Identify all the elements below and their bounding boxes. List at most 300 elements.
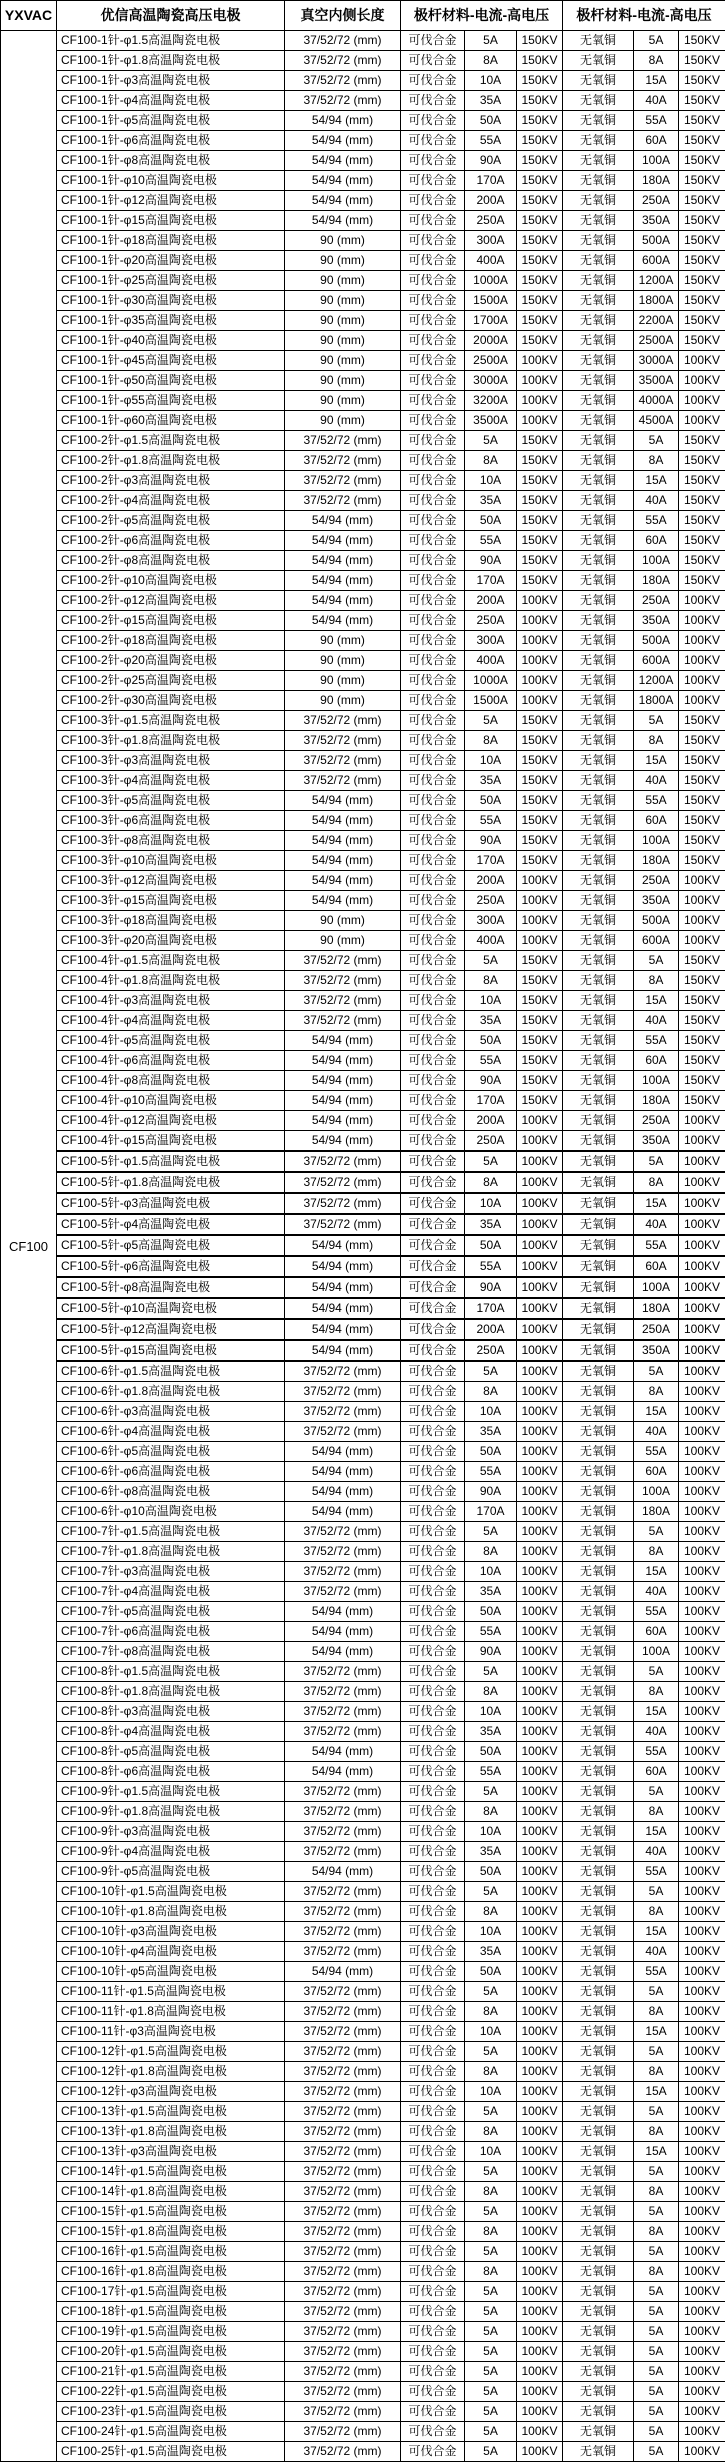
length-cell: 37/52/72 (mm)	[285, 2082, 401, 2102]
table-row	[1, 1402, 725, 1422]
voltage1-cell: 150KV	[517, 551, 563, 571]
material1-cell: 可伐合金	[401, 251, 465, 271]
current1-cell: 8A	[465, 1382, 517, 1402]
product-name-cell: CF100-7针-φ5高温陶瓷电极	[57, 1602, 285, 1622]
voltage1-cell: 100KV	[517, 1522, 563, 1542]
table-row	[1, 1822, 725, 1842]
current2-cell: 8A	[634, 1542, 679, 1562]
length-cell: 37/52/72 (mm)	[285, 1722, 401, 1742]
voltage2-cell: 100KV	[679, 351, 725, 371]
material2-cell: 无氧铜	[563, 171, 634, 191]
table-row	[1, 1462, 725, 1482]
voltage2-cell: 150KV	[679, 791, 725, 811]
length-cell: 54/94 (mm)	[285, 1622, 401, 1642]
product-name-cell: CF100-5针-φ15高温陶瓷电极	[57, 1340, 285, 1361]
product-name-cell: CF100-1针-φ18高温陶瓷电极	[57, 231, 285, 251]
voltage2-cell: 100KV	[679, 1702, 725, 1722]
length-cell: 54/94 (mm)	[285, 1742, 401, 1762]
table-row	[1, 1522, 725, 1542]
length-cell: 37/52/72 (mm)	[285, 2382, 401, 2402]
current2-cell: 60A	[634, 1256, 679, 1277]
voltage1-cell: 150KV	[517, 131, 563, 151]
voltage2-cell: 100KV	[679, 691, 725, 711]
table-row	[1, 811, 725, 831]
current2-cell: 2500A	[634, 331, 679, 351]
table-row	[1, 1235, 725, 1256]
length-cell: 37/52/72 (mm)	[285, 451, 401, 471]
material2-cell: 无氧铜	[563, 2082, 634, 2102]
current2-cell: 60A	[634, 1462, 679, 1482]
material1-cell: 可伐合金	[401, 2162, 465, 2182]
material1-cell: 可伐合金	[401, 291, 465, 311]
table-row	[1, 991, 725, 1011]
length-cell: 54/94 (mm)	[285, 831, 401, 851]
material1-cell: 可伐合金	[401, 271, 465, 291]
product-name-cell: CF100-5针-φ4高温陶瓷电极	[57, 1214, 285, 1235]
voltage2-cell: 100KV	[679, 2402, 725, 2422]
current2-cell: 8A	[634, 1382, 679, 1402]
material2-cell: 无氧铜	[563, 1502, 634, 1522]
table-row	[1, 1862, 725, 1882]
current1-cell: 5A	[465, 431, 517, 451]
table-row	[1, 891, 725, 911]
current2-cell: 60A	[634, 1051, 679, 1071]
current2-cell: 5A	[634, 2442, 679, 2462]
voltage2-cell: 100KV	[679, 1562, 725, 1582]
product-name-cell: CF100-7针-φ1.5高温陶瓷电极	[57, 1522, 285, 1542]
current1-cell: 35A	[465, 1214, 517, 1235]
length-cell: 37/52/72 (mm)	[285, 2142, 401, 2162]
material1-cell: 可伐合金	[401, 511, 465, 531]
material2-cell: 无氧铜	[563, 1462, 634, 1482]
voltage1-cell: 100KV	[517, 1214, 563, 1235]
material2-cell: 无氧铜	[563, 1522, 634, 1542]
current2-cell: 8A	[634, 2262, 679, 2282]
voltage2-cell: 100KV	[679, 391, 725, 411]
product-name-cell: CF100-1针-φ12高温陶瓷电极	[57, 191, 285, 211]
current2-cell: 15A	[634, 2022, 679, 2042]
length-cell: 37/52/72 (mm)	[285, 1172, 401, 1193]
current1-cell: 5A	[465, 2162, 517, 2182]
table-row	[1, 231, 725, 251]
current2-cell: 250A	[634, 191, 679, 211]
product-name-cell: CF100-6针-φ3高温陶瓷电极	[57, 1402, 285, 1422]
voltage1-cell: 150KV	[517, 491, 563, 511]
current1-cell: 400A	[465, 651, 517, 671]
material2-cell: 无氧铜	[563, 1742, 634, 1762]
table-row	[1, 1011, 725, 1031]
product-name-cell: CF100-17针-φ1.5高温陶瓷电极	[57, 2282, 285, 2302]
current1-cell: 5A	[465, 1522, 517, 1542]
product-name-cell: CF100-21针-φ1.5高温陶瓷电极	[57, 2362, 285, 2382]
material1-cell: 可伐合金	[401, 1011, 465, 1031]
product-name-cell: CF100-4针-φ10高温陶瓷电极	[57, 1091, 285, 1111]
header-row	[1, 1, 725, 31]
voltage2-cell: 100KV	[679, 2222, 725, 2242]
voltage1-cell: 100KV	[517, 1319, 563, 1340]
voltage1-cell: 100KV	[517, 1882, 563, 1902]
current2-cell: 600A	[634, 931, 679, 951]
current2-cell: 1800A	[634, 691, 679, 711]
current2-cell: 5A	[634, 1522, 679, 1542]
current2-cell: 350A	[634, 611, 679, 631]
material1-cell: 可伐合金	[401, 211, 465, 231]
voltage2-cell: 100KV	[679, 2422, 725, 2442]
voltage1-cell: 100KV	[517, 1722, 563, 1742]
material1-cell: 可伐合金	[401, 2442, 465, 2462]
material2-cell: 无氧铜	[563, 1442, 634, 1462]
product-name-cell: CF100-7针-φ6高温陶瓷电极	[57, 1622, 285, 1642]
material2-cell: 无氧铜	[563, 1582, 634, 1602]
table-row	[1, 1762, 725, 1782]
voltage2-cell: 100KV	[679, 591, 725, 611]
length-cell: 37/52/72 (mm)	[285, 2182, 401, 2202]
voltage2-cell: 150KV	[679, 91, 725, 111]
length-cell: 37/52/72 (mm)	[285, 71, 401, 91]
current2-cell: 15A	[634, 471, 679, 491]
voltage2-cell: 150KV	[679, 551, 725, 571]
material2-cell: 无氧铜	[563, 2322, 634, 2342]
current2-cell: 180A	[634, 1298, 679, 1319]
current2-cell: 15A	[634, 1822, 679, 1842]
product-name-cell: CF100-12针-φ1.5高温陶瓷电极	[57, 2042, 285, 2062]
current1-cell: 5A	[465, 2362, 517, 2382]
voltage2-cell: 100KV	[679, 2322, 725, 2342]
table-row	[1, 1882, 725, 1902]
voltage1-cell: 100KV	[517, 2342, 563, 2362]
material1-cell: 可伐合金	[401, 1111, 465, 1131]
table-row	[1, 1319, 725, 1340]
product-name-cell: CF100-13针-φ1.5高温陶瓷电极	[57, 2102, 285, 2122]
table-row	[1, 1982, 725, 2002]
current2-cell: 8A	[634, 1802, 679, 1822]
table-row	[1, 391, 725, 411]
current1-cell: 90A	[465, 551, 517, 571]
voltage2-cell: 150KV	[679, 211, 725, 231]
voltage2-cell: 100KV	[679, 2362, 725, 2382]
voltage2-cell: 100KV	[679, 2022, 725, 2042]
length-cell: 54/94 (mm)	[285, 1031, 401, 1051]
table-row	[1, 971, 725, 991]
voltage1-cell: 100KV	[517, 1982, 563, 2002]
product-name-cell: CF100-2针-φ1.8高温陶瓷电极	[57, 451, 285, 471]
voltage1-cell: 150KV	[517, 311, 563, 331]
voltage2-cell: 100KV	[679, 1235, 725, 1256]
length-cell: 37/52/72 (mm)	[285, 991, 401, 1011]
voltage1-cell: 100KV	[517, 1193, 563, 1214]
table-row	[1, 111, 725, 131]
current2-cell: 4000A	[634, 391, 679, 411]
voltage1-cell: 100KV	[517, 411, 563, 431]
current1-cell: 55A	[465, 131, 517, 151]
material2-cell: 无氧铜	[563, 1982, 634, 2002]
voltage2-cell: 150KV	[679, 1051, 725, 1071]
table-row	[1, 371, 725, 391]
voltage2-cell: 150KV	[679, 311, 725, 331]
material2-cell: 无氧铜	[563, 1902, 634, 1922]
current2-cell: 5A	[634, 2042, 679, 2062]
table-row	[1, 1131, 725, 1152]
length-cell: 37/52/72 (mm)	[285, 951, 401, 971]
current1-cell: 5A	[465, 1782, 517, 1802]
length-cell: 54/94 (mm)	[285, 871, 401, 891]
voltage1-cell: 150KV	[517, 1071, 563, 1091]
product-name-cell: CF100-6针-φ1.5高温陶瓷电极	[57, 1361, 285, 1382]
voltage1-cell: 150KV	[517, 531, 563, 551]
voltage2-cell: 150KV	[679, 971, 725, 991]
material1-cell: 可伐合金	[401, 311, 465, 331]
voltage2-cell: 150KV	[679, 71, 725, 91]
length-cell: 54/94 (mm)	[285, 511, 401, 531]
length-cell: 90 (mm)	[285, 691, 401, 711]
voltage2-cell: 100KV	[679, 1642, 725, 1662]
current1-cell: 55A	[465, 1762, 517, 1782]
material1-cell: 可伐合金	[401, 1319, 465, 1340]
current1-cell: 1500A	[465, 291, 517, 311]
current1-cell: 10A	[465, 2022, 517, 2042]
current2-cell: 5A	[634, 2202, 679, 2222]
current2-cell: 500A	[634, 631, 679, 651]
current2-cell: 3000A	[634, 351, 679, 371]
current1-cell: 35A	[465, 1842, 517, 1862]
voltage1-cell: 150KV	[517, 231, 563, 251]
material2-cell: 无氧铜	[563, 1151, 634, 1172]
current2-cell: 40A	[634, 91, 679, 111]
material2-cell: 无氧铜	[563, 2002, 634, 2022]
current2-cell: 15A	[634, 1562, 679, 1582]
voltage2-cell: 100KV	[679, 1742, 725, 1762]
material1-cell: 可伐合金	[401, 2122, 465, 2142]
voltage2-cell: 150KV	[679, 571, 725, 591]
table-row	[1, 931, 725, 951]
product-name-cell: CF100-1针-φ4高温陶瓷电极	[57, 91, 285, 111]
voltage2-cell: 150KV	[679, 31, 725, 51]
product-name-cell: CF100-1针-φ1.5高温陶瓷电极	[57, 31, 285, 51]
current1-cell: 10A	[465, 471, 517, 491]
material1-cell: 可伐合金	[401, 1522, 465, 1542]
product-name-cell: CF100-1针-φ1.8高温陶瓷电极	[57, 51, 285, 71]
material2-cell: 无氧铜	[563, 111, 634, 131]
voltage2-cell: 150KV	[679, 51, 725, 71]
current2-cell: 55A	[634, 1235, 679, 1256]
length-cell: 37/52/72 (mm)	[285, 711, 401, 731]
voltage2-cell: 100KV	[679, 411, 725, 431]
table-row	[1, 2002, 725, 2022]
current1-cell: 55A	[465, 1462, 517, 1482]
voltage1-cell: 100KV	[517, 651, 563, 671]
material1-cell: 可伐合金	[401, 451, 465, 471]
voltage2-cell: 100KV	[679, 1542, 725, 1562]
table-row	[1, 1172, 725, 1193]
voltage2-cell: 100KV	[679, 611, 725, 631]
voltage2-cell: 100KV	[679, 1962, 725, 1982]
current1-cell: 5A	[465, 2402, 517, 2422]
material1-cell: 可伐合金	[401, 551, 465, 571]
material2-cell: 无氧铜	[563, 291, 634, 311]
material2-cell: 无氧铜	[563, 1071, 634, 1091]
material2-cell: 无氧铜	[563, 911, 634, 931]
voltage1-cell: 100KV	[517, 2142, 563, 2162]
voltage2-cell: 100KV	[679, 2082, 725, 2102]
current1-cell: 90A	[465, 1277, 517, 1298]
product-name-cell: CF100-8针-φ6高温陶瓷电极	[57, 1762, 285, 1782]
voltage2-cell: 100KV	[679, 1622, 725, 1642]
material1-cell: 可伐合金	[401, 911, 465, 931]
length-cell: 37/52/72 (mm)	[285, 2402, 401, 2422]
voltage2-cell: 100KV	[679, 2162, 725, 2182]
voltage2-cell: 100KV	[679, 871, 725, 891]
current1-cell: 90A	[465, 151, 517, 171]
current1-cell: 5A	[465, 1151, 517, 1172]
product-name-cell: CF100-9针-φ4高温陶瓷电极	[57, 1842, 285, 1862]
voltage1-cell: 100KV	[517, 2362, 563, 2382]
voltage1-cell: 100KV	[517, 631, 563, 651]
voltage2-cell: 100KV	[679, 1193, 725, 1214]
material1-cell: 可伐合金	[401, 851, 465, 871]
length-cell: 90 (mm)	[285, 231, 401, 251]
length-cell: 37/52/72 (mm)	[285, 2022, 401, 2042]
current2-cell: 5A	[634, 1662, 679, 1682]
current1-cell: 90A	[465, 1642, 517, 1662]
current2-cell: 100A	[634, 1642, 679, 1662]
product-name-cell: CF100-10针-φ5高温陶瓷电极	[57, 1962, 285, 1982]
material2-cell: 无氧铜	[563, 1193, 634, 1214]
current2-cell: 15A	[634, 1702, 679, 1722]
material2-cell: 无氧铜	[563, 471, 634, 491]
voltage1-cell: 100KV	[517, 1442, 563, 1462]
current2-cell: 40A	[634, 1011, 679, 1031]
length-cell: 54/94 (mm)	[285, 891, 401, 911]
product-name-cell: CF100-5针-φ1.8高温陶瓷电极	[57, 1172, 285, 1193]
length-cell: 37/52/72 (mm)	[285, 2062, 401, 2082]
table-row	[1, 711, 725, 731]
material1-cell: 可伐合金	[401, 1762, 465, 1782]
current2-cell: 55A	[634, 511, 679, 531]
current1-cell: 10A	[465, 1402, 517, 1422]
current1-cell: 250A	[465, 1340, 517, 1361]
voltage1-cell: 150KV	[517, 731, 563, 751]
length-cell: 37/52/72 (mm)	[285, 1802, 401, 1822]
voltage1-cell: 150KV	[517, 171, 563, 191]
table-row	[1, 671, 725, 691]
table-row	[1, 1682, 725, 1702]
material1-cell: 可伐合金	[401, 1982, 465, 2002]
current2-cell: 5A	[634, 951, 679, 971]
product-name-cell: CF100-8针-φ5高温陶瓷电极	[57, 1742, 285, 1762]
current2-cell: 5A	[634, 2382, 679, 2402]
voltage1-cell: 100KV	[517, 2302, 563, 2322]
table-row	[1, 171, 725, 191]
table-row	[1, 591, 725, 611]
current1-cell: 50A	[465, 1742, 517, 1762]
length-cell: 54/94 (mm)	[285, 151, 401, 171]
table-row	[1, 2062, 725, 2082]
material1-cell: 可伐合金	[401, 2222, 465, 2242]
voltage2-cell: 150KV	[679, 831, 725, 851]
material2-cell: 无氧铜	[563, 1822, 634, 1842]
current2-cell: 5A	[634, 2242, 679, 2262]
current1-cell: 50A	[465, 1602, 517, 1622]
current2-cell: 5A	[634, 2162, 679, 2182]
material2-cell: 无氧铜	[563, 611, 634, 631]
table-row	[1, 1193, 725, 1214]
voltage1-cell: 100KV	[517, 1802, 563, 1822]
material2-cell: 无氧铜	[563, 1235, 634, 1256]
length-cell: 54/94 (mm)	[285, 591, 401, 611]
product-name-cell: CF100-3针-φ6高温陶瓷电极	[57, 811, 285, 831]
current1-cell: 35A	[465, 91, 517, 111]
current2-cell: 8A	[634, 451, 679, 471]
product-name-cell: CF100-1针-φ6高温陶瓷电极	[57, 131, 285, 151]
length-cell: 37/52/72 (mm)	[285, 1542, 401, 1562]
voltage1-cell: 150KV	[517, 971, 563, 991]
material1-cell: 可伐合金	[401, 1682, 465, 1702]
material1-cell: 可伐合金	[401, 51, 465, 71]
current1-cell: 55A	[465, 1622, 517, 1642]
product-name-cell: CF100-8针-φ1.8高温陶瓷电极	[57, 1682, 285, 1702]
voltage2-cell: 150KV	[679, 1091, 725, 1111]
material1-cell: 可伐合金	[401, 1862, 465, 1882]
material2-cell: 无氧铜	[563, 411, 634, 431]
material2-cell: 无氧铜	[563, 1602, 634, 1622]
voltage1-cell: 150KV	[517, 271, 563, 291]
material2-cell: 无氧铜	[563, 2202, 634, 2222]
current2-cell: 180A	[634, 1091, 679, 1111]
material2-cell: 无氧铜	[563, 1256, 634, 1277]
length-cell: 37/52/72 (mm)	[285, 2202, 401, 2222]
voltage1-cell: 150KV	[517, 1051, 563, 1071]
voltage1-cell: 150KV	[517, 711, 563, 731]
material1-cell: 可伐合金	[401, 1051, 465, 1071]
material2-cell: 无氧铜	[563, 511, 634, 531]
material1-cell: 可伐合金	[401, 1582, 465, 1602]
current1-cell: 250A	[465, 1131, 517, 1152]
material1-cell: 可伐合金	[401, 1622, 465, 1642]
table-row	[1, 2342, 725, 2362]
voltage2-cell: 100KV	[679, 371, 725, 391]
material1-cell: 可伐合金	[401, 1602, 465, 1622]
material1-cell: 可伐合金	[401, 571, 465, 591]
current1-cell: 170A	[465, 571, 517, 591]
length-cell: 54/94 (mm)	[285, 211, 401, 231]
column-header-group-copper: 极杆材料-电流-高电压	[563, 1, 725, 31]
current1-cell: 170A	[465, 851, 517, 871]
product-name-cell: CF100-6针-φ10高温陶瓷电极	[57, 1502, 285, 1522]
current1-cell: 170A	[465, 171, 517, 191]
current2-cell: 40A	[634, 1722, 679, 1742]
product-name-cell: CF100-9针-φ1.5高温陶瓷电极	[57, 1782, 285, 1802]
current1-cell: 1500A	[465, 691, 517, 711]
table-row	[1, 1602, 725, 1622]
length-cell: 54/94 (mm)	[285, 791, 401, 811]
voltage2-cell: 150KV	[679, 751, 725, 771]
material2-cell: 无氧铜	[563, 1340, 634, 1361]
product-name-cell: CF100-3针-φ10高温陶瓷电极	[57, 851, 285, 871]
product-name-cell: CF100-2针-φ4高温陶瓷电极	[57, 491, 285, 511]
product-name-cell: CF100-5针-φ1.5高温陶瓷电极	[57, 1151, 285, 1172]
length-cell: 37/52/72 (mm)	[285, 1214, 401, 1235]
product-name-cell: CF100-3针-φ20高温陶瓷电极	[57, 931, 285, 951]
material2-cell: 无氧铜	[563, 691, 634, 711]
product-name-cell: CF100-3针-φ15高温陶瓷电极	[57, 891, 285, 911]
voltage2-cell: 150KV	[679, 231, 725, 251]
current2-cell: 15A	[634, 71, 679, 91]
current1-cell: 55A	[465, 531, 517, 551]
length-cell: 90 (mm)	[285, 651, 401, 671]
current2-cell: 5A	[634, 2422, 679, 2442]
voltage2-cell: 100KV	[679, 1762, 725, 1782]
material2-cell: 无氧铜	[563, 71, 634, 91]
